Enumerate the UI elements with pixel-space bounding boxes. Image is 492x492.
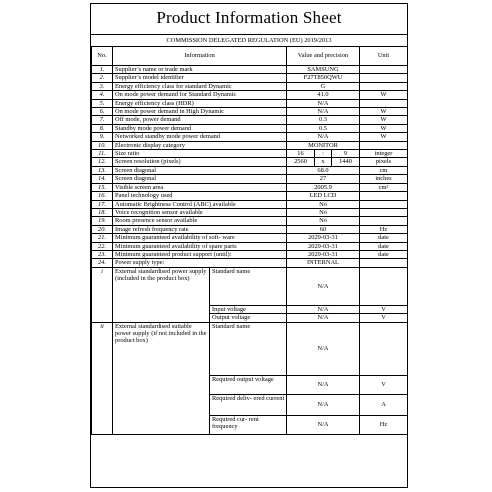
row-number: 21. <box>92 234 113 242</box>
row-value: 60 <box>287 225 360 233</box>
row-number: 6. <box>92 108 113 116</box>
row-information: Screen diagonal <box>113 166 287 174</box>
row-information: Panel technology used <box>113 192 287 200</box>
sheet-title: Product Information Sheet <box>156 8 342 27</box>
row-value: 68.0 <box>287 166 360 174</box>
supply-value: N/A <box>287 415 360 434</box>
row-value: 2029-03-31 <box>287 250 360 258</box>
row-value-second: 1440 <box>339 158 352 166</box>
row-information: Screen diagonal <box>113 175 287 183</box>
row-unit <box>360 259 408 267</box>
row-information: Visible screen area <box>113 183 287 191</box>
table-row <box>92 116 408 124</box>
table-row <box>92 150 408 158</box>
supply-value: N/A <box>287 375 360 394</box>
row-value: 27 <box>287 175 360 183</box>
row-information: Electronic display category <box>113 141 287 149</box>
row-value: SAMSUNG <box>287 66 360 74</box>
row-unit <box>360 192 408 200</box>
table-header-row <box>92 47 408 66</box>
row-information: Size ratio <box>113 150 287 158</box>
table-row <box>92 91 408 99</box>
row-value: N/A <box>287 133 360 141</box>
row-number: 18. <box>92 208 113 216</box>
row-number: 13. <box>92 166 113 174</box>
supply-label: Output voltage <box>210 314 287 322</box>
supply-value: N/A <box>287 314 360 322</box>
row-number: 16. <box>92 192 113 200</box>
row-value: INTERNAL <box>287 259 360 267</box>
header-value: Value and precision <box>287 47 360 66</box>
table-row <box>92 74 408 82</box>
table-row <box>92 250 408 258</box>
supply-unit: Hz <box>360 415 408 434</box>
row-value-second: 9 <box>343 150 348 158</box>
row-unit: date <box>360 234 408 242</box>
product-information-sheet <box>90 3 408 488</box>
row-unit <box>360 82 408 90</box>
supply-number: ii <box>92 322 113 434</box>
row-information: Energy efficiency class (HDR) <box>113 99 287 107</box>
row-value: LED LCD <box>287 192 360 200</box>
row-number: 2. <box>92 74 113 82</box>
row-number: 14. <box>92 175 113 183</box>
supply-unit: V <box>360 375 408 394</box>
row-value-pair <box>287 158 360 166</box>
row-value: No <box>287 208 360 216</box>
row-information: Room presence sensor available <box>113 217 287 225</box>
row-information: On mode power demand for Standard Dynamic <box>113 91 287 99</box>
row-number: 19. <box>92 217 113 225</box>
row-information: Standby mode power demand <box>113 124 287 132</box>
row-number: 1. <box>92 66 113 74</box>
supply-description: External standardised suitable power supply (if not included in the product box) <box>113 322 210 434</box>
row-number: 20. <box>92 225 113 233</box>
row-number: 8. <box>92 124 113 132</box>
table-row <box>92 217 408 225</box>
row-value-pair <box>287 150 360 158</box>
supply-value: N/A <box>287 394 360 415</box>
table-body <box>92 66 408 435</box>
supply-value: N/A <box>287 267 360 305</box>
row-unit: pixels <box>360 158 408 166</box>
product-info-table <box>91 46 408 435</box>
row-number: 4. <box>92 91 113 99</box>
row-unit: integer <box>360 150 408 158</box>
row-information: Automatic Brightness Control (ABC) available <box>113 200 287 208</box>
row-value-separator: : <box>314 150 332 157</box>
supply-label: Standard name <box>210 267 287 305</box>
row-value: N/A <box>287 99 360 107</box>
row-information: Image refresh frequency rate <box>113 225 287 233</box>
header-information: Information <box>113 47 287 66</box>
supply-label: Standard name <box>210 322 287 375</box>
table-row <box>92 166 408 174</box>
table-row <box>92 124 408 132</box>
row-information: Supplier’s name or trade mark <box>113 66 287 74</box>
supply-unit <box>360 322 408 375</box>
row-value: 2029-03-31 <box>287 234 360 242</box>
row-unit <box>360 217 408 225</box>
table-row <box>92 175 408 183</box>
supply-value: N/A <box>287 322 360 375</box>
row-unit: W <box>360 91 408 99</box>
table-row <box>92 108 408 116</box>
row-unit: Hz <box>360 225 408 233</box>
row-value: 0.3 <box>287 116 360 124</box>
row-value: 0.5 <box>287 124 360 132</box>
supply-number: i <box>92 267 113 322</box>
row-number: 3. <box>92 82 113 90</box>
row-number: 23. <box>92 250 113 258</box>
supply-value: N/A <box>287 305 360 313</box>
row-number: 17. <box>92 200 113 208</box>
row-number: 11. <box>92 150 113 158</box>
row-unit <box>360 200 408 208</box>
row-unit: date <box>360 250 408 258</box>
row-unit: W <box>360 133 408 141</box>
supply-unit: V <box>360 314 408 322</box>
row-information: On mode power demand in High Dynamic <box>113 108 287 116</box>
row-unit: W <box>360 108 408 116</box>
row-unit: W <box>360 124 408 132</box>
table-row <box>92 183 408 191</box>
row-value: No <box>287 217 360 225</box>
row-information: Power supply type: <box>113 259 287 267</box>
row-unit: inches <box>360 175 408 183</box>
row-unit <box>360 74 408 82</box>
row-value: F27T850QWU <box>287 74 360 82</box>
row-information: Off mode, power demand <box>113 116 287 124</box>
table-row <box>92 82 408 90</box>
row-information: Supplier’s model identifier <box>113 74 287 82</box>
regulation-heading: COMMISSION DELEGATED REGULATION (EU) 2019/2013 <box>91 34 407 47</box>
supply-label: Input voltage <box>210 305 287 313</box>
row-unit <box>360 141 408 149</box>
row-value: No <box>287 200 360 208</box>
supply-row <box>92 322 408 375</box>
row-information: Screen resolution (pixels) <box>113 158 287 166</box>
row-number: 15. <box>92 183 113 191</box>
row-value: MONITOR <box>287 141 360 149</box>
supply-label: Required cur- rent frequency <box>210 415 287 434</box>
row-information: Minimum guaranteed product support (until): <box>113 250 287 258</box>
row-information: Voice recognition sensor available <box>113 208 287 216</box>
table-row <box>92 234 408 242</box>
row-value-separator: x <box>314 158 332 165</box>
supply-unit: A <box>360 394 408 415</box>
header-no: No. <box>92 47 113 66</box>
row-information: Minimum guaranteed availability of soft- ware <box>113 234 287 242</box>
header-unit: Unit <box>360 47 408 66</box>
supply-label: Required output voltage <box>210 375 287 394</box>
supply-label: Required deliv- ered current <box>210 394 287 415</box>
row-number: 24. <box>92 259 113 267</box>
row-value: N/A <box>287 108 360 116</box>
row-value-first: 2560 <box>294 158 307 166</box>
row-value-first: 16 <box>297 150 304 158</box>
row-unit <box>360 66 408 74</box>
table-row <box>92 192 408 200</box>
row-unit <box>360 99 408 107</box>
row-number: 22. <box>92 242 113 250</box>
row-value: G <box>287 82 360 90</box>
table-row <box>92 208 408 216</box>
row-value: 41.0 <box>287 91 360 99</box>
supply-unit: V <box>360 305 408 313</box>
row-unit: W <box>360 116 408 124</box>
row-unit: cm <box>360 166 408 174</box>
row-number: 12. <box>92 158 113 166</box>
row-value: 2029-03-31 <box>287 242 360 250</box>
row-number: 9. <box>92 133 113 141</box>
row-information: Networked standby mode power demand <box>113 133 287 141</box>
row-number: 10. <box>92 141 113 149</box>
table-row <box>92 66 408 74</box>
row-unit <box>360 208 408 216</box>
supply-row <box>92 267 408 305</box>
table-row <box>92 225 408 233</box>
supply-description: External standardised power supply (included in the product box) <box>113 267 210 322</box>
row-number: 5. <box>92 99 113 107</box>
table-row <box>92 141 408 149</box>
supply-unit <box>360 267 408 305</box>
row-number: 7. <box>92 116 113 124</box>
row-unit: date <box>360 242 408 250</box>
row-information: Minimum guaranteed availability of spare parts <box>113 242 287 250</box>
row-unit: cm² <box>360 183 408 191</box>
row-value: 2005.9 <box>287 183 360 191</box>
table-row <box>92 133 408 141</box>
table-row <box>92 259 408 267</box>
table-row <box>92 158 408 166</box>
table-row <box>92 242 408 250</box>
row-information: Energy efficiency class for standard Dynamic <box>113 82 287 90</box>
table-row <box>92 99 408 107</box>
table-row <box>92 200 408 208</box>
